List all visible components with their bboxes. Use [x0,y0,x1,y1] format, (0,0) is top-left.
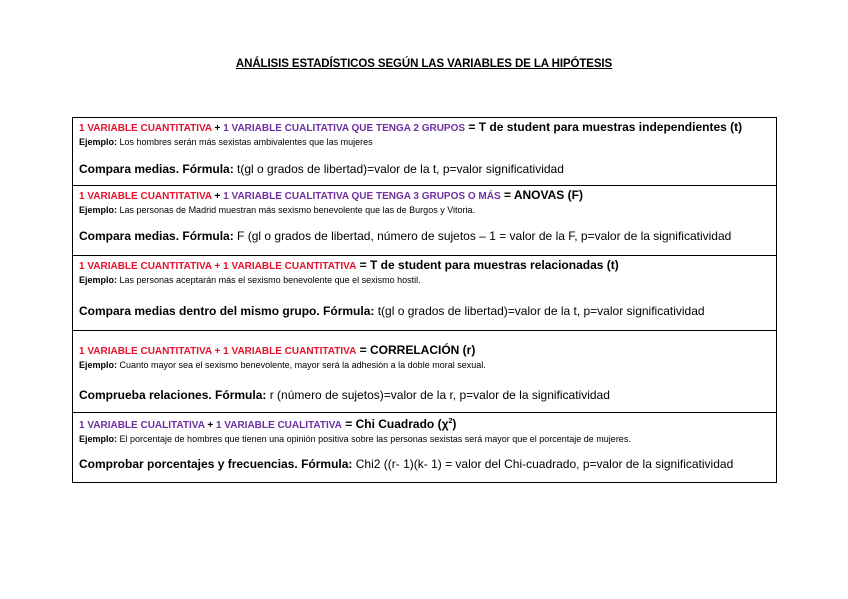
formula-label: Compara medias. Fórmula: [79,162,238,176]
equals-sign: = [465,120,479,134]
example-label: Ejemplo: [79,434,118,444]
table-row [73,330,776,412]
example-text: Cuanto mayor sea el sexismo benevolente, mayor será la adhesión a la doble moral sexual. [117,360,486,370]
test-name-close: ) [452,417,457,431]
plus-sign: + [211,191,224,202]
example-label: Ejemplo: [79,275,118,285]
test-name: CORRELACIÓN (r) [370,343,476,357]
example-label: Ejemplo: [79,137,118,147]
example [79,274,770,286]
variable-pair: 1 VARIABLE CUANTITATIVA + 1 VARIABLE CUANTITATIVA [79,346,357,357]
example [79,359,770,371]
table-row [73,255,776,330]
formula [79,229,731,243]
test-name: ANOVAS (F) [513,188,583,202]
row-header [79,188,770,204]
test-name: T de student para muestras relacionadas (t) [370,258,619,272]
variable-2: 1 VARIABLE CUALITATIVA [215,420,342,431]
formula-label: Compara medias. Fórmula: [79,229,238,243]
equals-sign: = [356,258,371,272]
plus-sign: + [211,123,224,134]
formula [79,388,610,402]
row-header [79,343,770,359]
example [79,204,770,216]
variable-1: 1 VARIABLE CUALITATIVA [79,420,205,431]
example-text: El porcentaje de hombres que tienen una opinión positiva sobre las personas sexistas será mayor que el porcentaje de mujeres. [117,434,631,444]
analysis-table [72,117,777,483]
example-label: Ejemplo: [79,205,118,215]
formula [79,162,564,176]
row-header [79,415,770,433]
example-text: Las personas aceptarán más el sexismo benevolente que el sexismo hostil. [117,275,421,285]
variable-1: 1 VARIABLE CUANTITATIVA [79,191,212,202]
formula-text: t(gl o grados de libertad)=valor de la t, p=valor significatividad [377,304,705,318]
equals-sign: = [500,188,514,202]
equals-sign: = [356,343,371,357]
row-header [79,258,770,274]
example-text: Los hombres serán más sexistas ambivalentes que las mujeres [117,137,373,147]
variable-pair: 1 VARIABLE CUANTITATIVA + 1 VARIABLE CUANTITATIVA [79,261,357,272]
test-name-superscript: 2 [448,418,453,425]
formula-text: r (número de sujetos)=valor de la r, p=valor de la significatividad [269,388,610,402]
variable-2: 1 VARIABLE CUALITATIVA QUE TENGA 2 GRUPOS [223,123,466,134]
test-name: T de student para muestras independientes (t) [478,120,743,134]
test-name-text: Chi Cuadrado (χ [355,417,449,431]
example-text: Las personas de Madrid muestran más sexismo benevolente que las de Burgos y Vitoria. [117,205,476,215]
formula-label: Comprueba relaciones. Fórmula: [79,388,270,402]
variable-2: 1 VARIABLE CUALITATIVA QUE TENGA 3 GRUPOS O MÁS [223,191,501,202]
row-header [79,120,770,136]
variable-1: 1 VARIABLE CUANTITATIVA [79,123,212,134]
example [79,136,770,148]
table-row [73,412,776,482]
formula-text: t(gl o grados de libertad)=valor de la t, p=valor significatividad [237,162,564,176]
example-label: Ejemplo: [79,360,118,370]
formula [79,304,705,318]
table-row [73,118,776,185]
plus-sign: + [204,420,216,431]
test-name [356,417,457,431]
example [79,433,770,445]
page-title: ANÁLISIS ESTADÍSTICOS SEGÚN LAS VARIABLES DE LA HIPÓTESIS [235,58,613,70]
formula-text: F (gl o grados de libertad, número de sujetos – 1 = valor de la F, p=valor de la significatividad [237,229,732,243]
formula-label: Comprobar porcentajes y frecuencias. Fórmula: [79,457,356,471]
formula [79,457,733,471]
table-row [73,185,776,255]
equals-sign: = [341,417,356,431]
formula-text: Chi2 ((r- 1)(k- 1) = valor del Chi-cuadrado, p=valor de la significatividad [355,457,734,471]
formula-label: Compara medias dentro del mismo grupo. Fórmula: [79,304,378,318]
